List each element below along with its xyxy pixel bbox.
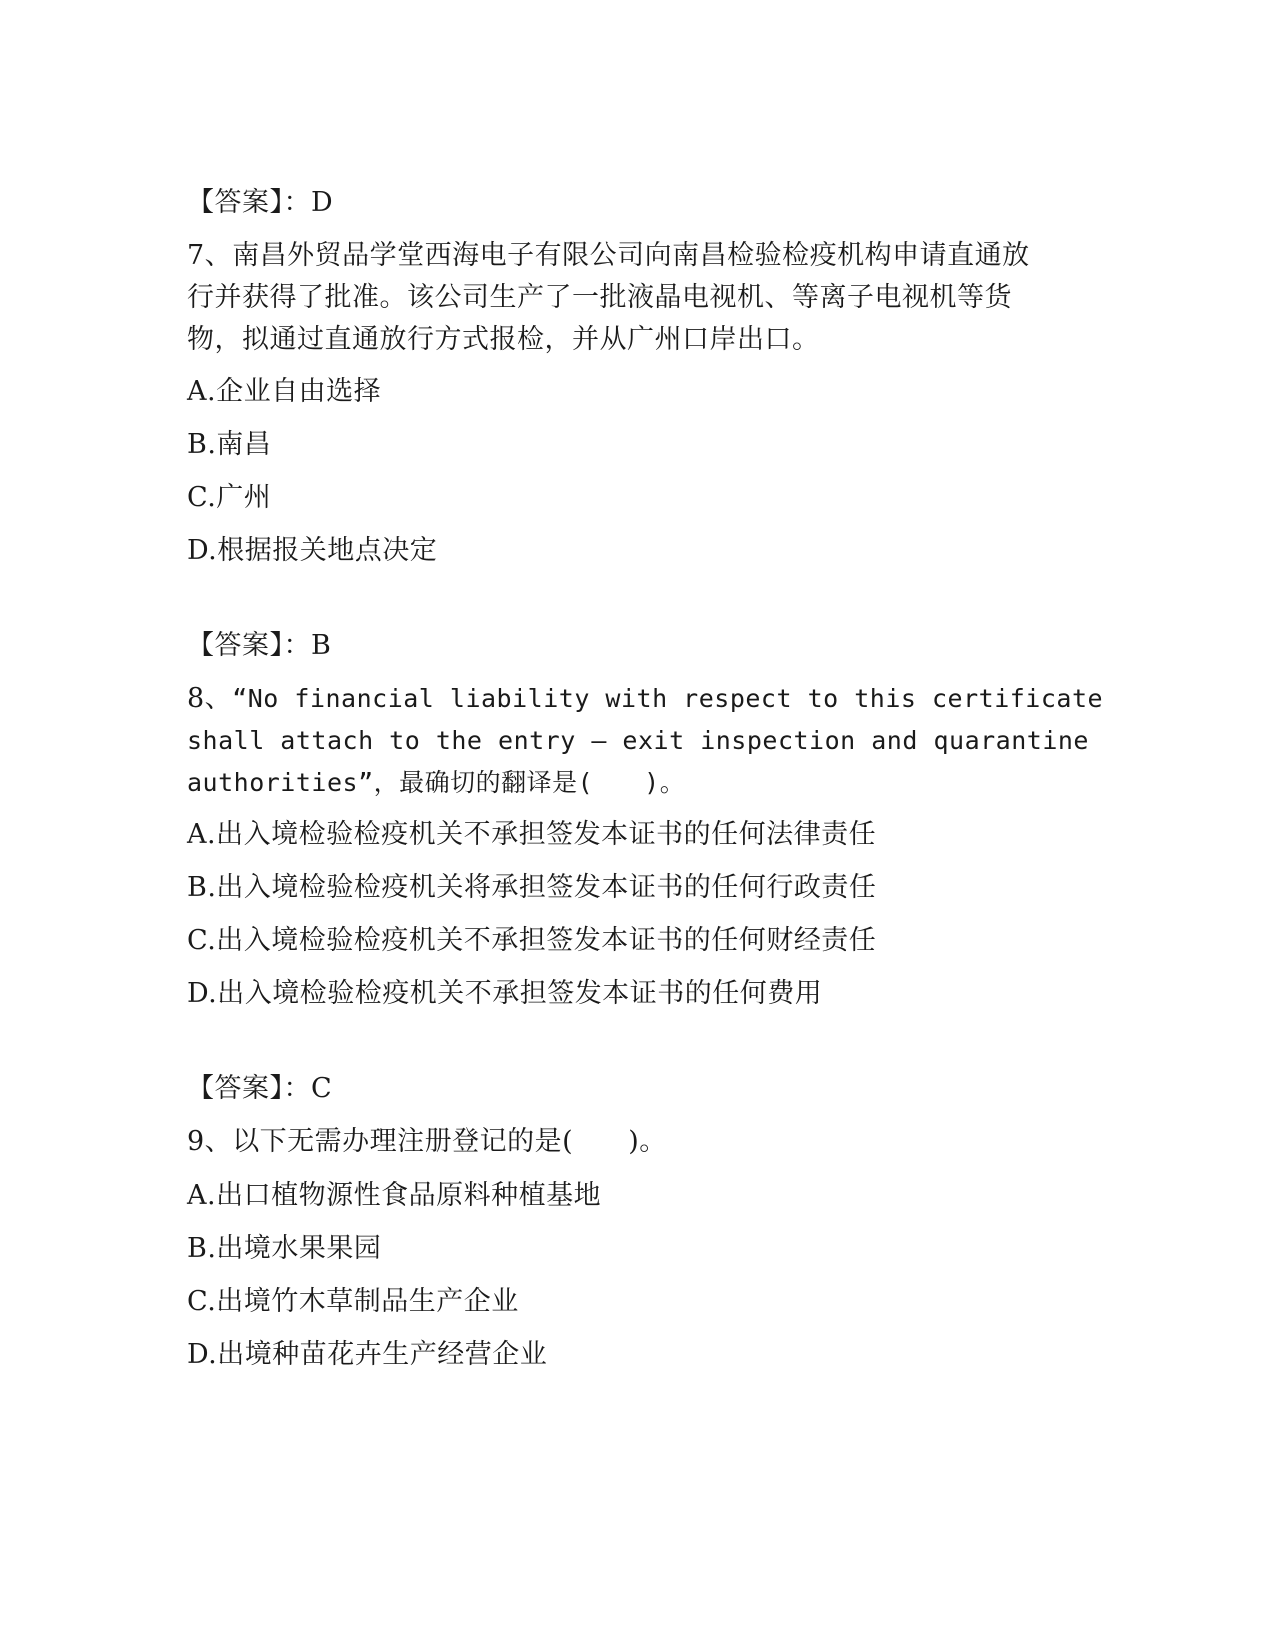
option-a: A.出口植物源性食品原料种植基地 — [187, 1180, 602, 1211]
question-number: 7、 — [187, 240, 233, 271]
question-text-line: 9、以下无需办理注册登记的是( )。 — [187, 1126, 667, 1157]
option-b: B.南昌 — [187, 429, 272, 460]
answer-label: 【答案】：C — [187, 1073, 333, 1104]
question-number: 8、 — [187, 683, 233, 714]
option-a: A.企业自由选择 — [187, 376, 382, 407]
question-text-line: 物，拟通过直通放行方式报检，并从广州口岸出口。 — [187, 324, 820, 355]
question-text-line: shall attach to the entry – exit inspection and quarantine — [187, 726, 1089, 755]
option-d: D.根据报关地点决定 — [187, 535, 438, 566]
option-c: C.出境竹木草制品生产企业 — [187, 1286, 519, 1317]
option-d: D.出境种苗花卉生产经营企业 — [187, 1339, 548, 1370]
answer-label: 【答案】：B — [187, 630, 332, 661]
question-text-line: authorities”，最确切的翻译是( )。 — [187, 768, 686, 797]
answer-label: 【答案】：D — [187, 187, 334, 218]
option-c: C.广州 — [187, 482, 272, 513]
option-d: D.出入境检验检疫机关不承担签发本证书的任何费用 — [187, 978, 823, 1009]
option-a: A.出入境检验检疫机关不承担签发本证书的任何法律责任 — [187, 819, 877, 850]
question-number: 9、 — [187, 1126, 233, 1157]
option-b: B.出境水果果园 — [187, 1233, 382, 1264]
option-b: B.出入境检验检疫机关将承担签发本证书的任何行政责任 — [187, 872, 877, 903]
question-text-line: 8、“No financial liability with respect to this certificate — [187, 683, 1104, 714]
option-c: C.出入境检验检疫机关不承担签发本证书的任何财经责任 — [187, 925, 877, 956]
question-text-line: 行并获得了批准。该公司生产了一批液晶电视机、等离子电视机等货 — [187, 282, 1012, 313]
question-text-line: 7、南昌外贸品学堂西海电子有限公司向南昌检验检疫机构申请直通放 — [187, 240, 1030, 271]
